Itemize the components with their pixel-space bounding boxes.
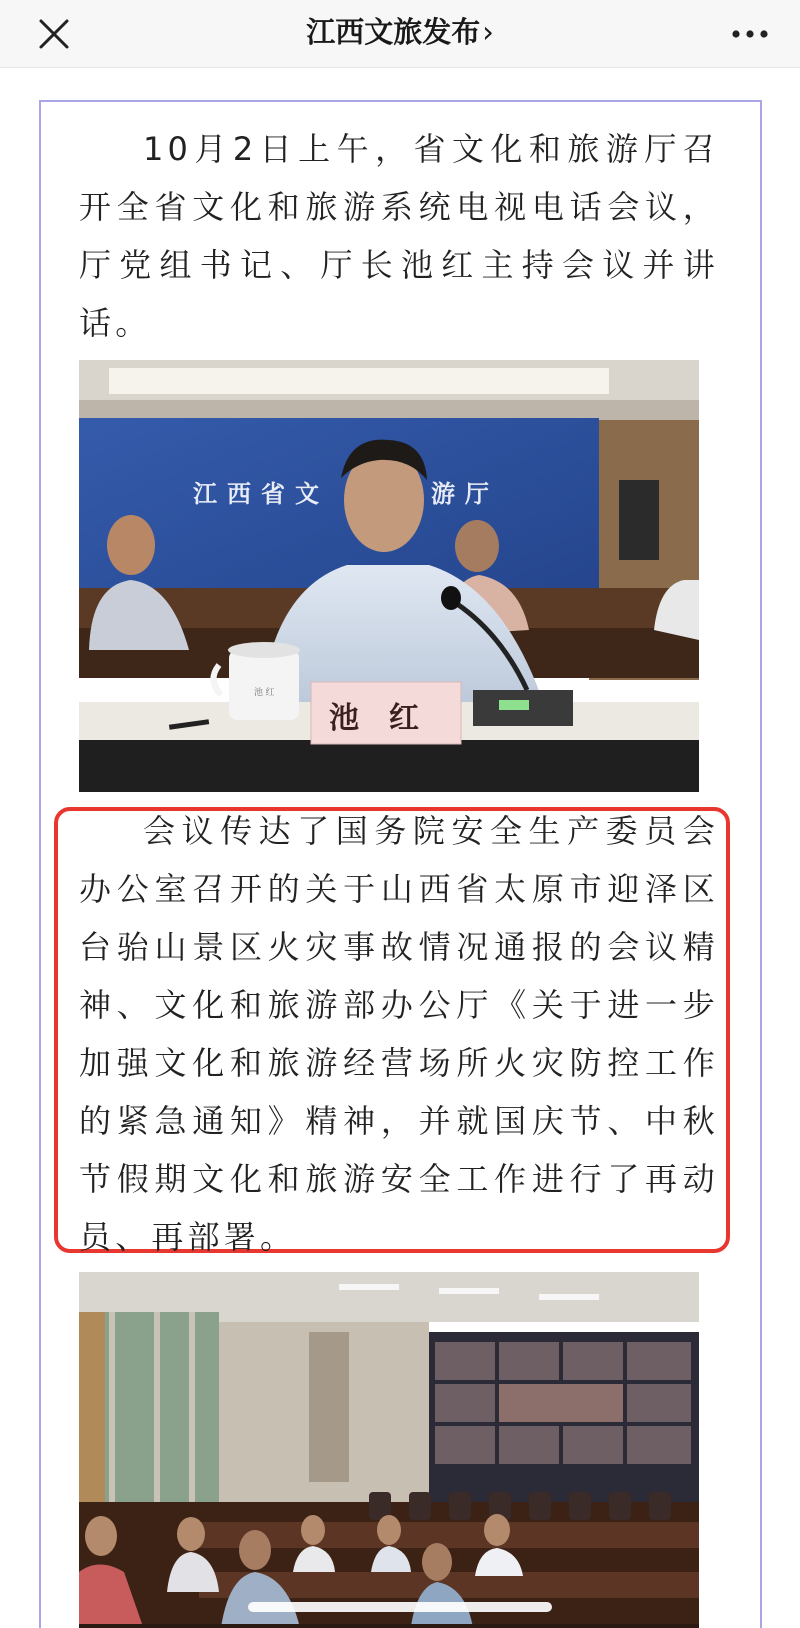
account-title[interactable]: [0, 12, 800, 52]
article-paragraph-highlight: 会议传达了国务院安全生产委员会办公室召开的关于山西省太原市迎泽区台骀山景区火灾事故情况通报的会议精神、文化和旅游部办公厅《关于进一步加强文化和旅游经营场所火灾防控工作的紧急通知》精神，并就国庆节、中秋节假期文化和旅游安全工作进行了再动员、再部署。: [79, 812, 719, 1256]
home-indicator[interactable]: [248, 1602, 552, 1612]
nameplate-text: 池 红: [329, 702, 419, 735]
top-nav-bar: [0, 0, 800, 68]
backdrop-text-right: 游厅: [431, 481, 499, 508]
meeting-photo-chair[interactable]: [79, 360, 699, 792]
meeting-photo-conference-room[interactable]: [79, 1272, 699, 1628]
article-paragraph-intro: 10月2日上午，省文化和旅游厅召开全省文化和旅游系统电视电话会议，厅党组书记、厅长池红主持会议并讲话。: [79, 130, 719, 342]
article-body: [39, 100, 762, 1628]
cup-text: 池 红: [254, 687, 275, 697]
more-dots-icon[interactable]: [726, 14, 774, 54]
backdrop-text-left: 江西省文: [193, 481, 329, 508]
account-name: 江西文旅发布: [306, 15, 481, 49]
chevron-right-icon: ›: [482, 15, 494, 49]
